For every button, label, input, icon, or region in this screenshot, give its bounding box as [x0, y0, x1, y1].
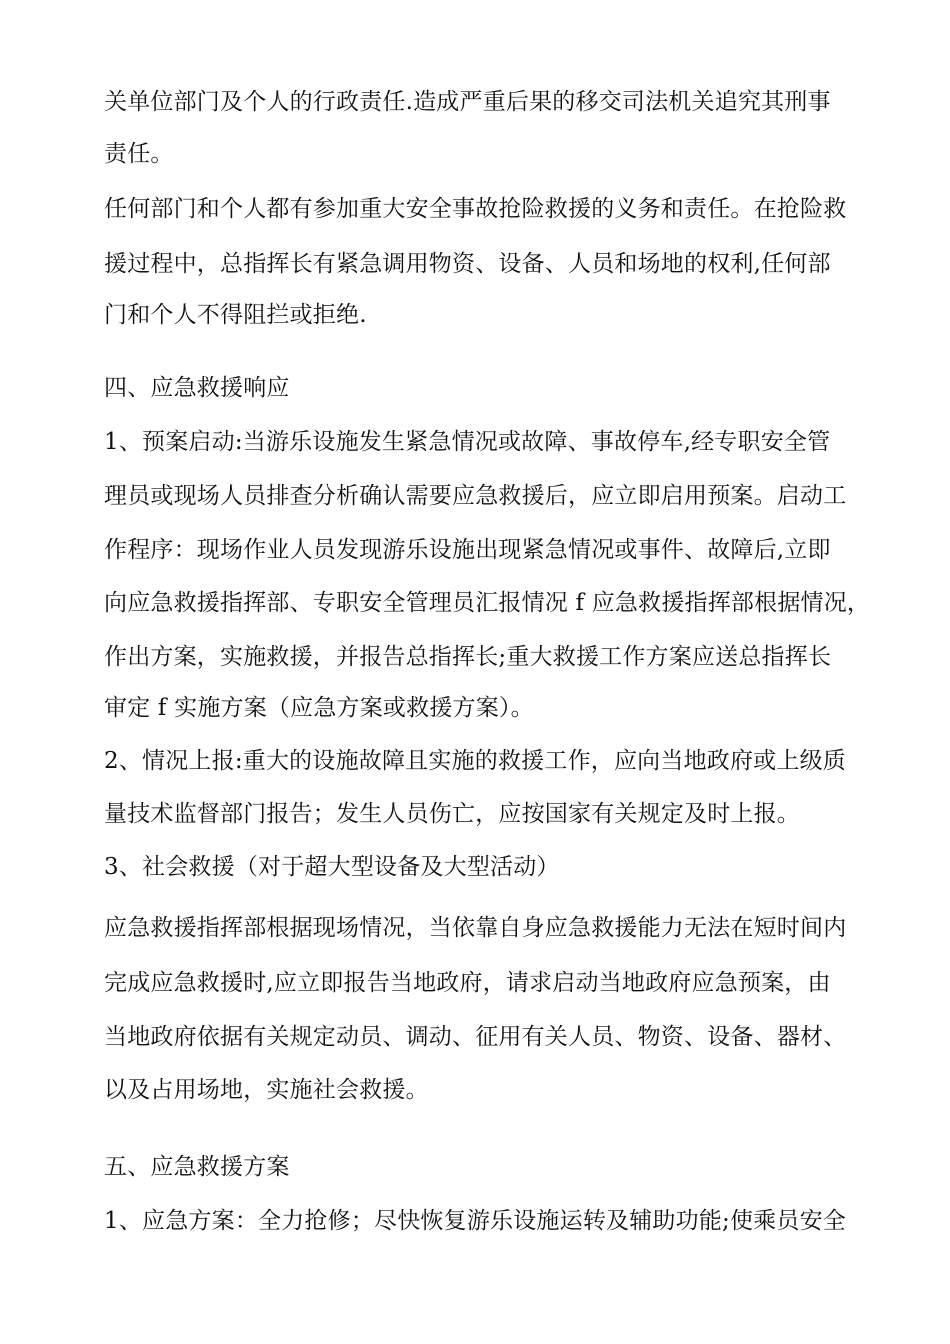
text-line-5: 门和个人不得阻拦或拒绝. — [104, 302, 367, 328]
text-line-21: 1、应急方案：全力抢修；尽快恢复游乐设施运转及辅助功能;使乘员安全 — [104, 1208, 846, 1234]
text-line-8: 理员或现场人员排查分析确认需要应急救援后，应立即启用预案。启动工 — [104, 483, 847, 509]
text-line-14: 量技术监督部门报告；发生人员伤亡，应按国家有关规定及时上报。 — [104, 801, 800, 827]
text-line-9: 作程序：现场作业人员发现游乐设施出现紧急情况或事件、故障后,立即 — [104, 537, 831, 563]
text-line-2: 责任。 — [104, 141, 174, 167]
text-line-7: 1、预案启动:当游乐设施发生紧急情况或故障、事故停车,经专职安全管 — [104, 429, 831, 455]
text-line-11: 作出方案，实施救援，并报告总指挥长;重大救援工作方案应送总指挥长 — [104, 644, 832, 670]
text-line-13: 2、情况上报:重大的设施故障且实施的救援工作，应向当地政府或上级质 — [104, 748, 846, 774]
text-line-1: 关单位部门及个人的行政责任.造成严重后果的移交司法机关追究其刑事 — [104, 89, 831, 115]
text-line-15: 3、社会救援（对于超大型设备及大型活动） — [104, 854, 560, 880]
text-line-3: 任何部门和个人都有参加重大安全事故抢险救援的义务和责任。在抢险救 — [104, 196, 847, 222]
text-line-19: 以及占用场地，实施社会救援。 — [104, 1077, 429, 1103]
text-line-17: 完成应急救援时,应立即报告当地政府，请求启动当地政府应急预案，由 — [104, 970, 831, 996]
text-line-4: 援过程中，总指挥长有紧急调用物资、设备、人员和场地的权利,任何部 — [104, 251, 831, 277]
text-line-10: 向应急救援指挥部、专职安全管理员汇报情况 f 应急救援指挥部根据情况， — [104, 590, 871, 616]
section-heading-5: 五、应急救援方案 — [104, 1154, 290, 1180]
text-line-18: 当地政府依据有关规定动员、调动、征用有关人员、物资、设备、器材、 — [104, 1024, 847, 1050]
section-heading-4: 四、应急救援响应 — [104, 375, 290, 401]
text-line-12: 审定 f 实施方案（应急方案或救援方案）。 — [104, 695, 534, 721]
text-line-16: 应急救援指挥部根据现场情况，当依靠自身应急救援能力无法在短时间内 — [104, 915, 847, 941]
